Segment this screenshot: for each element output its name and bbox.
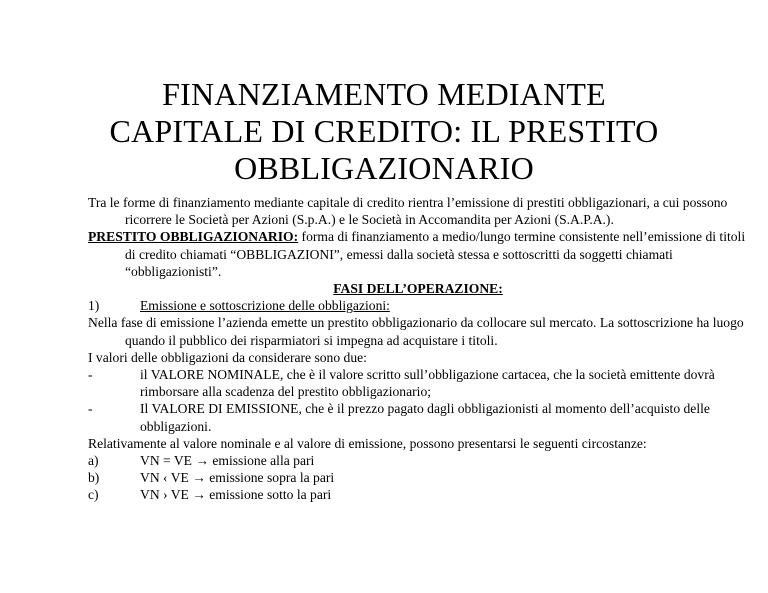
- definition-paragraph: [88, 228, 748, 280]
- phase-1-item: [88, 297, 748, 314]
- value-item-nominal: [88, 366, 748, 400]
- circumstances-intro: Relativamente al valore nominale e al valore di emissione, possono presentarsi le seguenti circostanze:: [88, 435, 647, 451]
- value-item-text: Il VALORE DI EMISSIONE, che è il prezzo pagato dagli obbligazionisti al momento dell’acquisto delle obbligazioni.: [140, 401, 710, 434]
- title-line-1: FINANZIAMENTO MEDIANTE: [162, 76, 606, 112]
- circumstance-item-b: [88, 469, 748, 486]
- title-line-3: OBBLIGAZIONARIO: [234, 150, 534, 186]
- circumstance-text: VN = VE → emissione alla pari: [140, 453, 315, 469]
- intro-paragraph: Tra le forme di finanziamento mediante capitale di credito rientra l’emissione di prestiti obbligazionari, a cui possono ricorrere le Società per Azioni (S.p.A.) e le Società in Accomandita per Azioni (S.A.P.A.).: [88, 195, 728, 228]
- value-item-marker: -: [88, 367, 93, 383]
- phase-1-paragraph: Nella fase di emissione l’azienda emette un prestito obbligazionario da collocare sul mercato. La sottoscrizione ha luogo quando il pubblico dei risparmiatori si impegna ad acquistare i titoli.: [88, 315, 744, 348]
- document-body: [88, 194, 748, 504]
- circumstance-item-c: [88, 486, 748, 503]
- circumstance-marker: c): [88, 487, 99, 503]
- phases-heading: FASI DELL’OPERAZIONE:: [333, 281, 503, 297]
- definition-term: PRESTITO OBBLIGAZIONARIO:: [88, 229, 299, 245]
- value-item-marker: -: [88, 401, 93, 417]
- title-line-2: CAPITALE DI CREDITO: IL PRESTITO: [109, 113, 659, 149]
- circumstance-marker: a): [88, 453, 99, 469]
- circumstance-text: VN › VE → emissione sotto la pari: [140, 487, 332, 503]
- phase-1-label: Emissione e sottoscrizione delle obbligazioni:: [140, 298, 390, 314]
- page-title: [0, 76, 768, 187]
- values-intro: I valori delle obbligazioni da considerare sono due:: [88, 349, 367, 365]
- circumstance-marker: b): [88, 470, 100, 486]
- circumstance-item-a: [88, 452, 748, 469]
- phase-1-marker: 1): [88, 298, 100, 314]
- value-item-emission: [88, 400, 748, 434]
- value-item-text: il VALORE NOMINALE, che è il valore scritto sull’obbligazione cartacea, che la società emittente dovrà rimborsare alla scadenza del prestito obbligazionario;: [140, 367, 715, 400]
- circumstance-text: VN ‹ VE → emissione sopra la pari: [140, 470, 335, 486]
- definition-text: forma di finanziamento a medio/lungo termine consistente nell’emissione di titoli di credito chiamati “OBBLIGAZIONI”, emessi dalla società stessa e sottoscritti da soggetti chiamati “obbligazionisti”.: [125, 229, 746, 279]
